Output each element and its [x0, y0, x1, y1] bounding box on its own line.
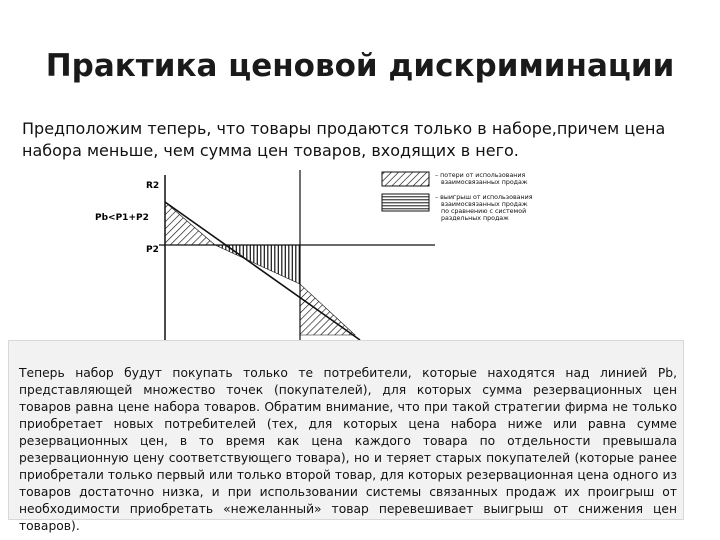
intro-paragraph: Предположим теперь, что товары продаются только в наборе,причем цена набора меньше, чем сумма цен товаров, входящих в него. [22, 119, 666, 160]
explanation-text: Теперь набор будут покупать только те потребители, которые находятся над линией Pb, представляющей множество точек (покупателей), для которых сумма резервационных цен товаров равна цене набора товаров. Обратим внимание, что при такой стратегии фирма не только приобретает новых потребителей (тех, для которых цена набора ниже или равна сумме резервационных цен, в то время как цена каждого товара по отдельности превышала резервационную цену соответствующего товара), но и теряет старых покупателей (которые ранее приобретали только первый или только второй товар, для которых резервационная цена одного из товаров достаточно низка, и при использовании системы связанных продаж их проигрыш от необходимости приобретать «нежеланный» товар перевешивает выигрыш от снижения цен товаров). [19, 366, 677, 533]
legend-swatch-gain [382, 194, 429, 211]
lost-area-top [165, 202, 215, 245]
pb-line [165, 202, 360, 340]
p2-label: P2 [146, 245, 159, 255]
legend-text-loss: – потери от использования взаимосвязанных продаж [435, 172, 528, 186]
legend-text-gain: – выигрыш от использования взаимосвязанных продаж по сравнению с системой раздельных продаж [435, 194, 533, 222]
slide-title: Практика ценовой дискриминации [45, 48, 675, 84]
diagram-svg [85, 160, 605, 360]
r2-label: R2 [146, 181, 160, 191]
bundling-diagram [85, 160, 605, 360]
legend-swatch-loss [382, 172, 429, 186]
explanation-box [8, 340, 684, 533]
pb-label: Pb<P1+P2 [95, 213, 149, 223]
gain-area-middle [215, 245, 300, 284]
lost-area-bottom [300, 284, 355, 335]
